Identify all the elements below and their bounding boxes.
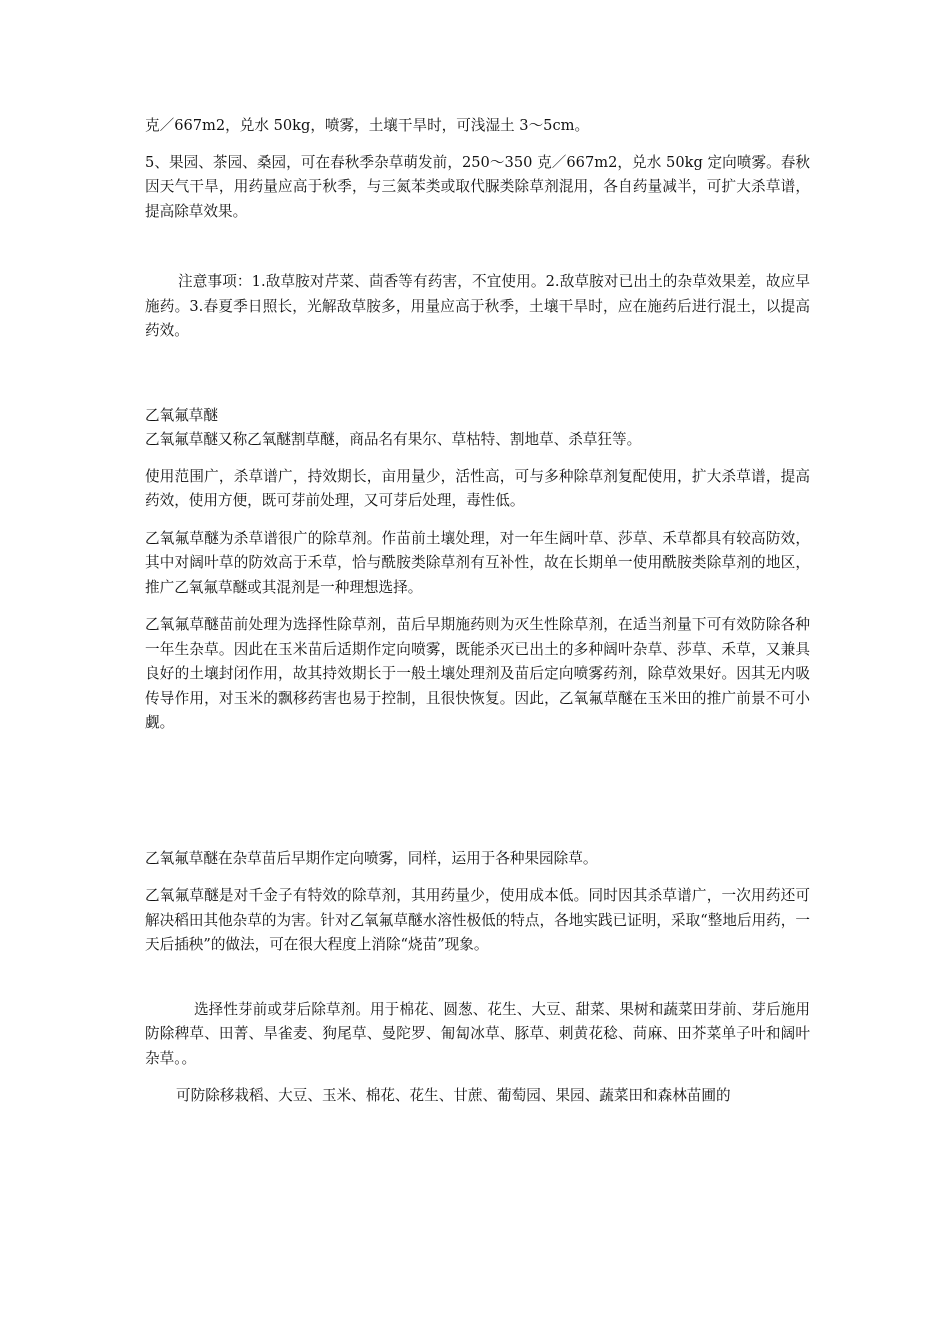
paragraph-dosage-continued: 克／667m2，兑水 50kg，喷雾，土壤干旱时，可浅湿土 3～5cm。 (145, 117, 590, 134)
paragraph-selective-use: 选择性芽前或芽后除草剂。用于棉花、圆葱、花生、大豆、甜菜、果树和蔬菜田芽前、芽后施用防除稗草、田菁、旱雀麦、狗尾草、曼陀罗、匍匐冰草、豚草、刺黄花稔、苘麻、田芥菜单子叶和阔叶杂草。。 (145, 1000, 810, 1067)
paragraph-weed-spectrum: 乙氧氟草醚为杀草谱很广的除草剂。作苗前土壤处理，对一年生阔叶草、莎草、禾草都具有较高防效，其中对阔叶草的防效高于禾草，恰与酰胺类除草剂有互补性，故在长期单一使用酰胺类除草剂的地区，推广乙氧氟草醚或其混剂是一种理想选择。 (145, 529, 810, 596)
paragraph-gap (145, 224, 810, 270)
paragraph-gap (145, 453, 810, 465)
paragraph-gap (145, 736, 810, 847)
paragraph-corn-field: 乙氧氟草醚苗前处理为选择性除草剂，苗后早期施药则为灭生性除草剂，在适当剂量下可有效防除各种一年生杂草。因此在玉米苗后适期作定向喷雾，既能杀灭已出土的多种阔叶杂草、莎草、禾草，又兼具良好的土壤封闭作用，故其持效期长于一般土壤处理剂及苗后定向喷雾药剂，除草效果好。因其无内吸传导作用，对玉米的飘移药害也易于控制，且很快恢复。因此，乙氧氟草醚在玉米田的推广前景不可小觑。 (145, 616, 810, 731)
paragraph-gap (145, 344, 810, 404)
paragraph-rice-field: 乙氧氟草醚是对千金子有特效的除草剂，其用药量少，使用成本低。同时因其杀草谱广，一次用药还可解决稻田其他杂草的为害。针对乙氧氟草醚水溶性极低的特点，各地实践已证明，采取“整地后用药，一天后插秧”的做法，可在很大程度上消除“烧苗”现象。 (145, 887, 810, 953)
paragraph-features: 使用范围广，杀草谱广，持效期长，亩用量少，活性高，可与多种除草剂复配使用，扩大杀草谱，提高药效，使用方便，既可芽前处理，又可芽后处理，毒性低。 (145, 467, 810, 509)
paragraph-alias-names: 乙氧氟草醚又称乙氧醚割草醚，商品名有果尔、草枯特、割地草、杀草狂等。 (145, 431, 642, 448)
document-page (145, 114, 810, 1109)
paragraph-precautions: 注意事项：1.敌草胺对芹菜、茴香等有药害，不宜使用。2.敌草胺对已出土的杂草效果差，故应早施药。3.春夏季日照长，光解敌草胺多，用量应高于秋季，土壤干旱时，应在施药后进行混土，以提高药效。 (145, 273, 810, 339)
paragraph-gap (145, 600, 810, 613)
paragraph-gap (145, 139, 810, 151)
paragraph-orchard-weeding: 乙氧氟草醚在杂草苗后早期作定向喷雾，同样，运用于各种果园除草。 (145, 849, 598, 867)
paragraph-gap (145, 514, 810, 527)
paragraph-orchard-usage: 5、果园、茶园、桑园，可在春秋季杂草萌发前，250～350 克／667m2，兑水 50kg 定向喷雾。春秋因天气干旱，用药量应高于秋季，与三氮苯类或取代脲类除草剂混用，各自药量减半，可扩大杀草谱，提高除草效果。 (145, 153, 810, 220)
paragraph-gap (145, 1071, 810, 1084)
paragraph-crops-list: 可防除移栽稻、大豆、玉米、棉花、花生、甘蔗、葡萄园、果园、蔬菜田和森林苗圃的 (176, 1087, 731, 1104)
section-heading-oxyfluorfen: 乙氧氟草醚 (145, 406, 218, 424)
paragraph-gap (145, 958, 810, 998)
paragraph-gap (145, 871, 810, 884)
